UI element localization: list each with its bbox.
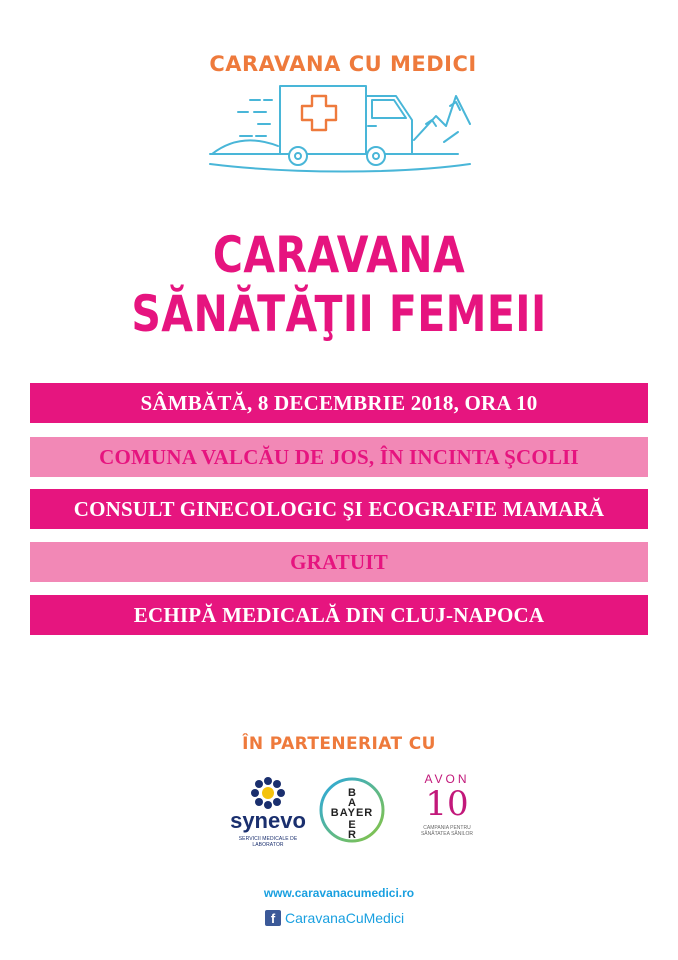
headline-line-1: CARAVANA: [212, 226, 466, 284]
synevo-flower-icon: [250, 776, 286, 810]
facebook-link[interactable]: [265, 910, 404, 926]
logo-title: CARAVANA CU MEDICI: [209, 52, 477, 76]
team-bar: ECHIPĂ MEDICALĂ DIN CLUJ-NAPOCA: [30, 595, 648, 635]
facebook-handle: CaravanaCuMedici: [285, 910, 405, 926]
svg-text:E: E: [348, 819, 356, 831]
svg-text:BAYER: BAYER: [330, 807, 374, 819]
caravana-logo: [200, 36, 486, 186]
synevo-logo: [226, 776, 310, 846]
location-bar: COMUNA VALCĂU DE JOS, ÎN INCINTA ŞCOLII: [30, 437, 648, 477]
svg-text:A: A: [348, 797, 356, 809]
avon-logo: [412, 770, 482, 850]
partners-title: ÎN PARTENERIAT CU: [242, 734, 436, 754]
ambulance-icon: [200, 76, 486, 196]
facebook-icon: f: [265, 910, 281, 926]
synevo-subtitle: SERVICII MEDICALE DE LABORATOR: [238, 836, 298, 848]
bayer-logo: [318, 776, 386, 844]
avon-subtitle: CAMPANIA PENTRU SĂNĂTATEA SÂNILOR: [420, 825, 474, 837]
free-bar: GRATUIT: [30, 542, 648, 582]
svg-text:R: R: [348, 829, 356, 841]
avon-brand: AVON: [424, 772, 470, 786]
headline-line-2: SĂNĂTĂŢII FEMEII: [131, 285, 547, 343]
date-bar: SÂMBĂTĂ, 8 DECEMBRIE 2018, ORA 10: [30, 383, 648, 423]
website-link[interactable]: www.caravanacumedici.ro: [263, 886, 415, 900]
avon-number: 10: [425, 784, 469, 824]
synevo-name: synevo: [230, 808, 306, 833]
svg-text:B: B: [348, 787, 356, 799]
service-bar: CONSULT GINECOLOGIC ŞI ECOGRAFIE MAMARĂ: [30, 489, 648, 529]
